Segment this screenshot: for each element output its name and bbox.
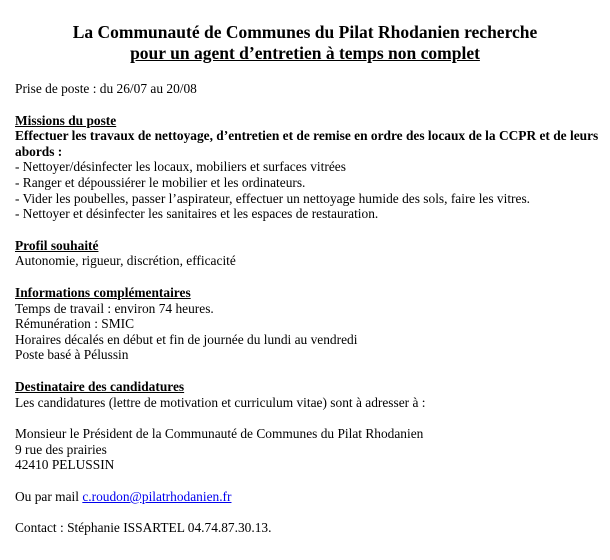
profile-text: Autonomie, rigueur, discrétion, efficacité <box>15 253 236 269</box>
start-date: Prise de poste : du 26/07 au 20/08 <box>15 81 197 96</box>
mission-item: - Nettoyer et désinfecter les sanitaires et les espaces de restauration. <box>15 206 379 222</box>
mission-item: - Ranger et dépoussiérer le mobilier et les ordinateurs. <box>15 174 306 190</box>
recipient-heading: Destinataire des candidatures <box>15 378 185 394</box>
info-heading: Informations complémentaires <box>15 284 191 300</box>
info-line: Poste basé à Pélussin <box>15 347 129 363</box>
missions-intro: Effectuer les travaux de nettoyage, d’entretien et de remise en ordre des locaux de la CCPR et de leurs abords : <box>15 128 599 159</box>
missions-heading: Missions du poste <box>15 112 117 128</box>
address-line: Monsieur le Président de la Communauté de Communes du Pilat Rhodanien <box>15 426 424 442</box>
info-line: Horaires décalés en début et fin de journée du lundi au vendredi <box>15 331 358 347</box>
mail-line <box>15 489 600 505</box>
mission-item: - Nettoyer/désinfecter les locaux, mobiliers et surfaces vitrées <box>15 159 346 175</box>
profile-heading: Profil souhaité <box>15 237 99 253</box>
posting-title <box>0 22 610 64</box>
title-line-1: La Communauté de Communes du Pilat Rhodanien recherche <box>72 22 538 42</box>
info-line: Temps de travail : environ 74 heures. <box>15 300 214 316</box>
title-line-2: pour un agent d’entretien à temps non complet <box>130 43 480 63</box>
mail-prefix: Ou par mail <box>15 488 83 504</box>
recipient-text: Les candidatures (lettre de motivation et curriculum vitae) sont à adresser à : <box>15 394 426 410</box>
info-line: Rémunération : SMIC <box>15 316 135 332</box>
address-line: 9 rue des prairies <box>15 441 107 457</box>
address-line: 42410 PELUSSIN <box>15 457 115 473</box>
email-link[interactable]: c.roudon@pilatrhodanien.fr <box>82 488 232 504</box>
mission-item: - Vider les poubelles, passer l’aspirateur, effectuer un nettoyage humide des sols, faire les vitres. <box>15 190 531 206</box>
contact-line: Contact : Stéphanie ISSARTEL 04.74.87.30.13. <box>15 520 272 536</box>
posting-body <box>15 81 600 536</box>
